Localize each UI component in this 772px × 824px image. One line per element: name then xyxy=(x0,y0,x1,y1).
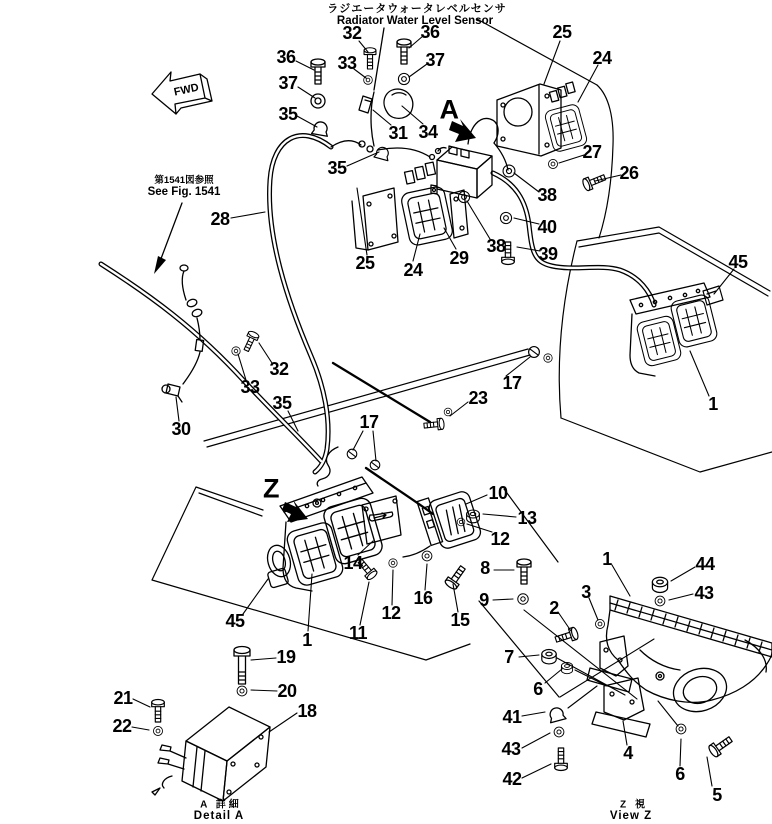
callout-38: 38 xyxy=(537,185,557,205)
callout-10: 10 xyxy=(488,483,508,503)
callout-26: 26 xyxy=(619,163,639,183)
callout-20: 20 xyxy=(277,681,297,701)
callout-37: 37 xyxy=(425,50,445,70)
callout-25: 25 xyxy=(355,253,375,273)
detail-a-relay-box xyxy=(152,707,270,801)
callout-33: 33 xyxy=(337,53,357,73)
callout-1: 1 xyxy=(708,394,718,414)
sensor-bracket-lamp-centre xyxy=(352,162,468,250)
callout-43: 43 xyxy=(501,739,521,759)
callout-22: 22 xyxy=(112,716,132,736)
callout-33: 33 xyxy=(240,377,260,397)
callout-32: 32 xyxy=(342,23,362,43)
callout-39: 39 xyxy=(538,244,558,264)
caption-detail-a-english: Detail A xyxy=(193,810,245,822)
leader-lines xyxy=(132,36,734,789)
callout-9: 9 xyxy=(479,590,489,610)
callout-15: 15 xyxy=(450,610,470,630)
callout-13: 13 xyxy=(517,508,537,528)
callout-24: 24 xyxy=(592,48,612,68)
callout-16: 16 xyxy=(413,588,433,608)
callout-8: 8 xyxy=(480,558,490,578)
callout-37: 37 xyxy=(278,73,298,93)
callout-18: 18 xyxy=(297,701,317,721)
callout-14: 14 xyxy=(343,553,363,573)
callout-30: 30 xyxy=(171,419,191,439)
caption-view-z-english: View Z xyxy=(609,810,653,822)
fwd-label: FWD xyxy=(172,81,200,99)
callout-7: 7 xyxy=(504,647,514,667)
callout-21: 21 xyxy=(113,688,133,708)
callout-38: 38 xyxy=(486,236,506,256)
sensor-bracket-lamp-upper xyxy=(497,82,588,156)
callout-12: 12 xyxy=(381,603,401,623)
callout-40: 40 xyxy=(537,217,557,237)
callout-32: 32 xyxy=(269,359,289,379)
callout-23: 23 xyxy=(468,388,488,408)
callout-17: 17 xyxy=(502,373,522,393)
callout-35: 35 xyxy=(327,158,347,178)
callout-34: 34 xyxy=(418,122,438,142)
see-fig-arrowhead-icon xyxy=(154,256,166,274)
title-english: Radiator Water Level Sensor xyxy=(336,15,494,27)
callout-1: 1 xyxy=(602,549,612,569)
callout-12: 12 xyxy=(490,529,510,549)
view-z-assembly xyxy=(587,596,772,737)
callout-2: 2 xyxy=(549,598,559,618)
callout-A: A xyxy=(439,94,459,125)
callout-6: 6 xyxy=(533,679,543,699)
caption-view-z-japanese: Z 視 xyxy=(620,799,648,811)
callout-5: 5 xyxy=(712,785,722,805)
callout-24: 24 xyxy=(403,260,423,280)
callout-31: 31 xyxy=(388,123,408,143)
callout-Z: Z xyxy=(263,473,279,504)
callout-19: 19 xyxy=(276,647,296,667)
caption-detail-a-japanese: A 詳細 xyxy=(200,799,242,811)
callout-4: 4 xyxy=(623,743,633,763)
callout-36: 36 xyxy=(276,47,296,67)
title-japanese: ラジエータウォータレベルセンサ xyxy=(327,3,507,15)
callout-36: 36 xyxy=(420,22,440,42)
fwd-arrow-marker xyxy=(152,72,212,114)
reference-note-english: See Fig. 1541 xyxy=(147,186,221,198)
callout-41: 41 xyxy=(502,707,522,727)
callout-11: 11 xyxy=(348,623,368,643)
view-z-arrow-icon xyxy=(282,500,308,522)
see-fig-arrow-line xyxy=(159,203,182,264)
callout-35: 35 xyxy=(278,104,298,124)
callout-35: 35 xyxy=(272,393,292,413)
callout-28: 28 xyxy=(210,209,230,229)
callout-25: 25 xyxy=(552,22,572,42)
callout-6: 6 xyxy=(675,764,685,784)
callout-17: 17 xyxy=(359,412,379,432)
callout-45: 45 xyxy=(225,611,245,631)
callout-27: 27 xyxy=(582,142,602,162)
callout-3: 3 xyxy=(581,582,591,602)
fasteners xyxy=(152,39,735,771)
callout-45: 45 xyxy=(728,252,748,272)
callout-1: 1 xyxy=(302,630,312,650)
callout-44: 44 xyxy=(695,554,715,574)
callout-42: 42 xyxy=(502,769,522,789)
callout-43: 43 xyxy=(694,583,714,603)
reference-note-japanese: 第1541図参照 xyxy=(154,175,214,186)
callout-29: 29 xyxy=(449,248,469,268)
